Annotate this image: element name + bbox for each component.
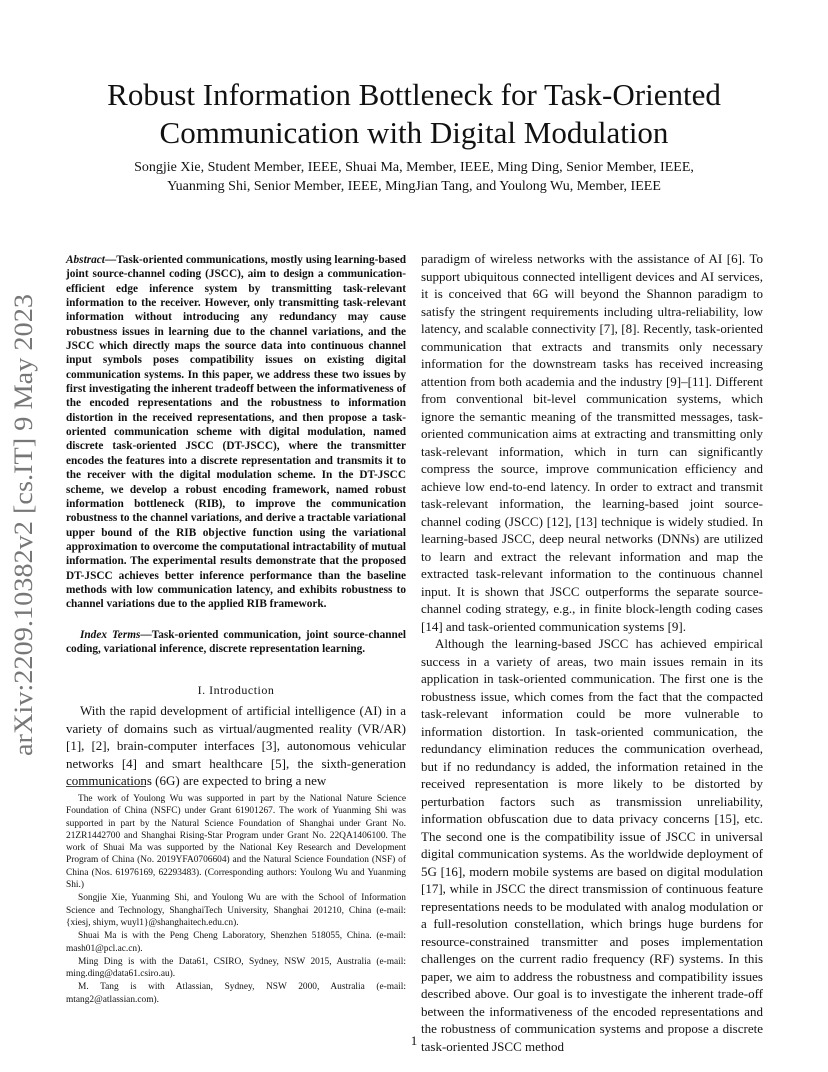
- arxiv-stamp-text: arXiv:2209.10382v2 [cs.IT] 9 May 2023: [9, 331, 38, 756]
- authors-line-2: Yuanming Shi, Senior Member, IEEE, MingJian Tang, and Youlong Wu, Member, IEEE: [167, 179, 661, 194]
- footnote-affiliation-shanghaitech: Songjie Xie, Yuanming Shi, and Youlong Wu are with the School of Information Science and Technology, ShanghaiTech University, Shanghai 201210, China (e-mail: {xiesj, shiym, wuyl1}@shanghaitech.edu.cn).: [66, 893, 406, 928]
- footnote-affiliation-data61: Ming Ding is with the Data61, CSIRO, Sydney, NSW 2015, Australia (e-mail: ming.ding@data61.csiro.au).: [66, 956, 406, 980]
- authors-line-1: Songjie Xie, Student Member, IEEE, Shuai Ma, Member, IEEE, Ming Ding, Senior Member, IEEE,: [134, 160, 694, 175]
- abstract: [66, 253, 406, 612]
- footnote-funding: The work of Youlong Wu was supported in part by the National Nature Science Foundation of China (NSFC) under Grant 61901267. The work of Yuanming Shi was supported in part by the Natural Science Foundation of Shanghai under Grant No. 21ZR1442700 and Shanghai Rising-Star Program under Grant No. 22QA1406100. The work of Shuai Ma was supported by the National Key Research and Development Program of China (No. 2019YFA0706604) and the Natural Science Foundation (NSF) of China (Nos. 61976169, 62293483). (Corresponding authors: Youlong Wu and Yuanming Shi.): [66, 794, 406, 891]
- footnotes: [66, 793, 406, 1007]
- paper-title: [60, 76, 768, 152]
- arxiv-sidebar-stamp: [2, 290, 42, 760]
- title-line-1: Robust Information Bottleneck for Task-Oriented: [107, 77, 721, 112]
- footnote-affiliation-atlassian: M. Tang is with Atlassian, Sydney, NSW 2000, Australia (e-mail: mtang2@atlassian.com).: [66, 982, 406, 1005]
- title-line-2: Communication with Digital Modulation: [159, 115, 669, 150]
- intro-left-column: [66, 702, 406, 790]
- right-column: [421, 250, 763, 1055]
- author-list: [90, 158, 738, 196]
- right-paragraph-1: paradigm of wireless networks with the assistance of AI [6]. To support ubiquitous connected intelligent devices and AI services, it is conceived that 6G will beyond the Shannon paradigm to satisfy the stringent requirements including ultra-reliability, low latency, and scalable connectivity [7], [8]. Recently, task-oriented communication that extracts and transmits only necessary information for the downstream tasks has received increasing attention from both academia and the industry [9]–[11]. Different from conventional bit-level communication systems, which ignore the semantic meaning of the transmitted messages, task-oriented communication aims at extracting and transmitting only task-relevant information, which in turn can significantly compress the source, improve communication efficiency and achieve low end-to-end latency. In order to extract and transmit task-relevant information, the learning-based joint source-channel coding (JSCC) [12], [13] technique is widely studied. In learning-based JSCC, deep neural networks (DNNs) are utilized to learn and extract the relevant information and map the extracted task-relevant information to the continuous channel input. It is shown that JSCC outperforms the separate source-channel coding strategy, e.g., in finite block-length coding cases [14] and task-oriented communication systems [9].: [421, 251, 763, 634]
- index-terms-text: —Task-oriented communication, joint source-channel coding, variational inference, discrete representation learning.: [66, 629, 406, 656]
- abstract-label: Abstract: [66, 254, 105, 266]
- right-paragraph-2: Although the learning-based JSCC has achieved empirical success in a variety of areas, two main issues remain in its application in task-oriented communication. The first one is the robustness issue, which comes from the fact that the compacted task-relevant information could be more vulnerable to information distortion. In task-oriented communication, the redundancy elimination reduces the communication overhead, but if no redundancy is added, the information retained in the received representation is more likely to be distorted by perturbation factors such as transmission unreliability, information obfuscation due to data privacy concerns [15], etc. The second one is the compatibility issue of JSCC in universal digital communication systems. As the worldwide deployment of 5G [16], modern mobile systems are based on digital modulation [17], while in JSCC the direct transmission of continuous feature representations needs to be modulated with analog modulation or a full-resolution constellation, which brings huge burdens for resource-constrained transmitter and poses implementation challenges on the current radio frequency (RF) systems. In this paper, we aim to address the robustness and compatibility issues described above. Our goal is to investigate the inherent trade-off between the informativeness of the encoded representations and the robustness of communication systems and propose a discrete task-oriented JSCC method: [421, 636, 763, 1054]
- intro-paragraph: With the rapid development of artificial intelligence (AI) in a variety of domains such as virtual/augmented reality (VR/AR) [1], [2], brain-computer interfaces [3], autonomous vehicular networks [4] and smart healthcare [5], the sixth-generation communications (6G) are expected to bring a new: [66, 703, 406, 788]
- footnote-affiliation-pengcheng: Shuai Ma is with the Peng Cheng Laboratory, Shenzhen 518055, China. (e-mail: mash01@pcl.ac.cn).: [66, 931, 406, 954]
- section-heading: I. Introduction: [197, 683, 275, 697]
- abstract-text: —Task-oriented communications, mostly using learning-based joint source-channel coding (JSCC), aim to design a communication-efficient edge inference system by transmitting task-relevant information to the receiver. However, only transmitting task-relevant information without introducing any redundancy may cause robustness issues in learning due to the channel variations, and the JSCC which directly maps the source data into continuous channel input symbols poses compatibility issues on existing digital communication systems. In this paper, we address these two issues by first investigating the inherent tradeoff between the informativeness of the encoded representations and the robustness to information distortion in the received representations, and then propose a task-oriented communication scheme with digital modulation, named discrete task-oriented JSCC (DT-JSCC), where the transmitter encodes the features into a discrete representation and transmits it to the receiver with the digital modulation scheme. In the DT-JSCC scheme, we develop a robust encoding framework, named robust information bottleneck (RIB), to improve the communication robustness to the channel variations, and derive a tractable variational upper bound of the RIB objective function using the variational approximation to overcome the computational intractability of mutual information. The experimental results demonstrate that the proposed DT-JSCC achieves better inference performance than the baseline methods with low communication latency, and exhibits robustness to channel variations due to the applied RIB framework.: [66, 254, 406, 611]
- page-number: 1: [410, 1033, 418, 1048]
- footnote-rule: [66, 786, 146, 787]
- index-terms-label: Index Terms: [80, 629, 141, 641]
- index-terms: [66, 628, 406, 657]
